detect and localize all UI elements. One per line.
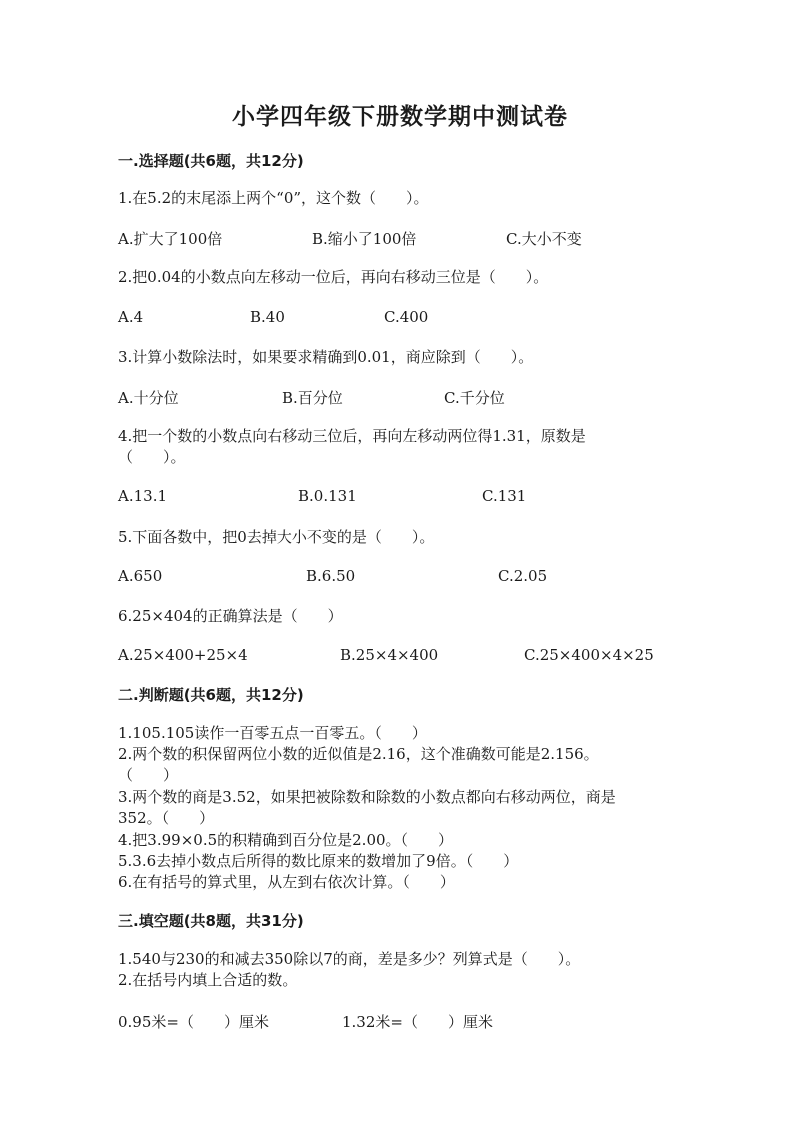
question-judge-1: 1.105.105读作一百零五点一百零五。（ ） xyxy=(118,724,427,742)
option-6c: C.25×400×4×25 xyxy=(524,646,654,664)
fill-blank-1: 0.95米=（ ）厘米 xyxy=(118,1013,269,1031)
question-fill-1: 1.540与230的和减去350除以7的商，差是多少？列算式是（ ）。 xyxy=(118,950,581,968)
option-3b: B.百分位 xyxy=(282,389,343,407)
question-choice-2: 2.把0.04的小数点向左移动一位后，再向右移动三位是（ ）。 xyxy=(118,268,549,286)
option-2b: B.40 xyxy=(250,308,285,326)
question-fill-2: 2.在括号内填上合适的数。 xyxy=(118,971,298,989)
option-1c: C.大小不变 xyxy=(506,230,582,248)
question-choice-1: 1.在5.2的末尾添上两个“0”，这个数（ ）。 xyxy=(118,189,429,207)
option-5a: A.650 xyxy=(118,567,163,585)
question-choice-3: 3.计算小数除法时，如果要求精确到0.01，商应除到（ ）。 xyxy=(118,348,534,366)
option-2c: C.400 xyxy=(384,308,429,326)
question-judge-5: 5.3.6去掉小数点后所得的数比原来的数增加了9倍。（ ） xyxy=(118,852,519,870)
section-heading-fill: 三.填空题(共8题，共31分) xyxy=(118,912,304,930)
section-heading-choice: 一.选择题(共6题，共12分) xyxy=(118,152,304,170)
option-1b: B.缩小了100倍 xyxy=(312,230,417,248)
page-title: 小学四年级下册数学期中测试卷 xyxy=(232,103,568,130)
option-5b: B.6.50 xyxy=(306,567,356,585)
question-choice-4-line-1: 4.把一个数的小数点向右移动三位后，再向左移动两位得1.31，原数是 xyxy=(118,427,586,445)
option-6b: B.25×4×400 xyxy=(340,646,439,664)
option-3a: A.十分位 xyxy=(118,389,179,407)
question-choice-6: 6.25×404的正确算法是（ ） xyxy=(118,607,343,625)
option-4a: A.13.1 xyxy=(118,487,167,505)
option-2a: A.4 xyxy=(118,308,144,326)
question-choice-5: 5.下面各数中，把0去掉大小不变的是（ ）。 xyxy=(118,528,435,546)
option-6a: A.25×400+25×4 xyxy=(118,646,248,664)
question-judge-4: 4.把3.99×0.5的积精确到百分位是2.00。（ ） xyxy=(118,831,454,849)
question-judge-2-line-2: （ ） xyxy=(118,766,179,784)
question-judge-2-line-1: 2.两个数的积保留两位小数的近似值是2.16，这个准确数可能是2.156。 xyxy=(118,745,599,763)
option-5c: C.2.05 xyxy=(498,567,548,585)
question-judge-3-line-2: 352。（ ） xyxy=(118,809,215,827)
option-3c: C.千分位 xyxy=(444,389,505,407)
question-judge-3-line-1: 3.两个数的商是3.52，如果把被除数和除数的小数点都向右移动两位，商是 xyxy=(118,788,616,806)
option-4b: B.0.131 xyxy=(298,487,357,505)
option-1a: A.扩大了100倍 xyxy=(118,230,223,248)
section-heading-judge: 二.判断题(共6题，共12分) xyxy=(118,686,304,704)
fill-blank-2: 1.32米=（ ）厘米 xyxy=(342,1013,493,1031)
question-judge-6: 6.在有括号的算式里，从左到右依次计算。（ ） xyxy=(118,873,455,891)
option-4c: C.131 xyxy=(482,487,527,505)
question-choice-4-line-2: （ ）。 xyxy=(118,448,186,466)
